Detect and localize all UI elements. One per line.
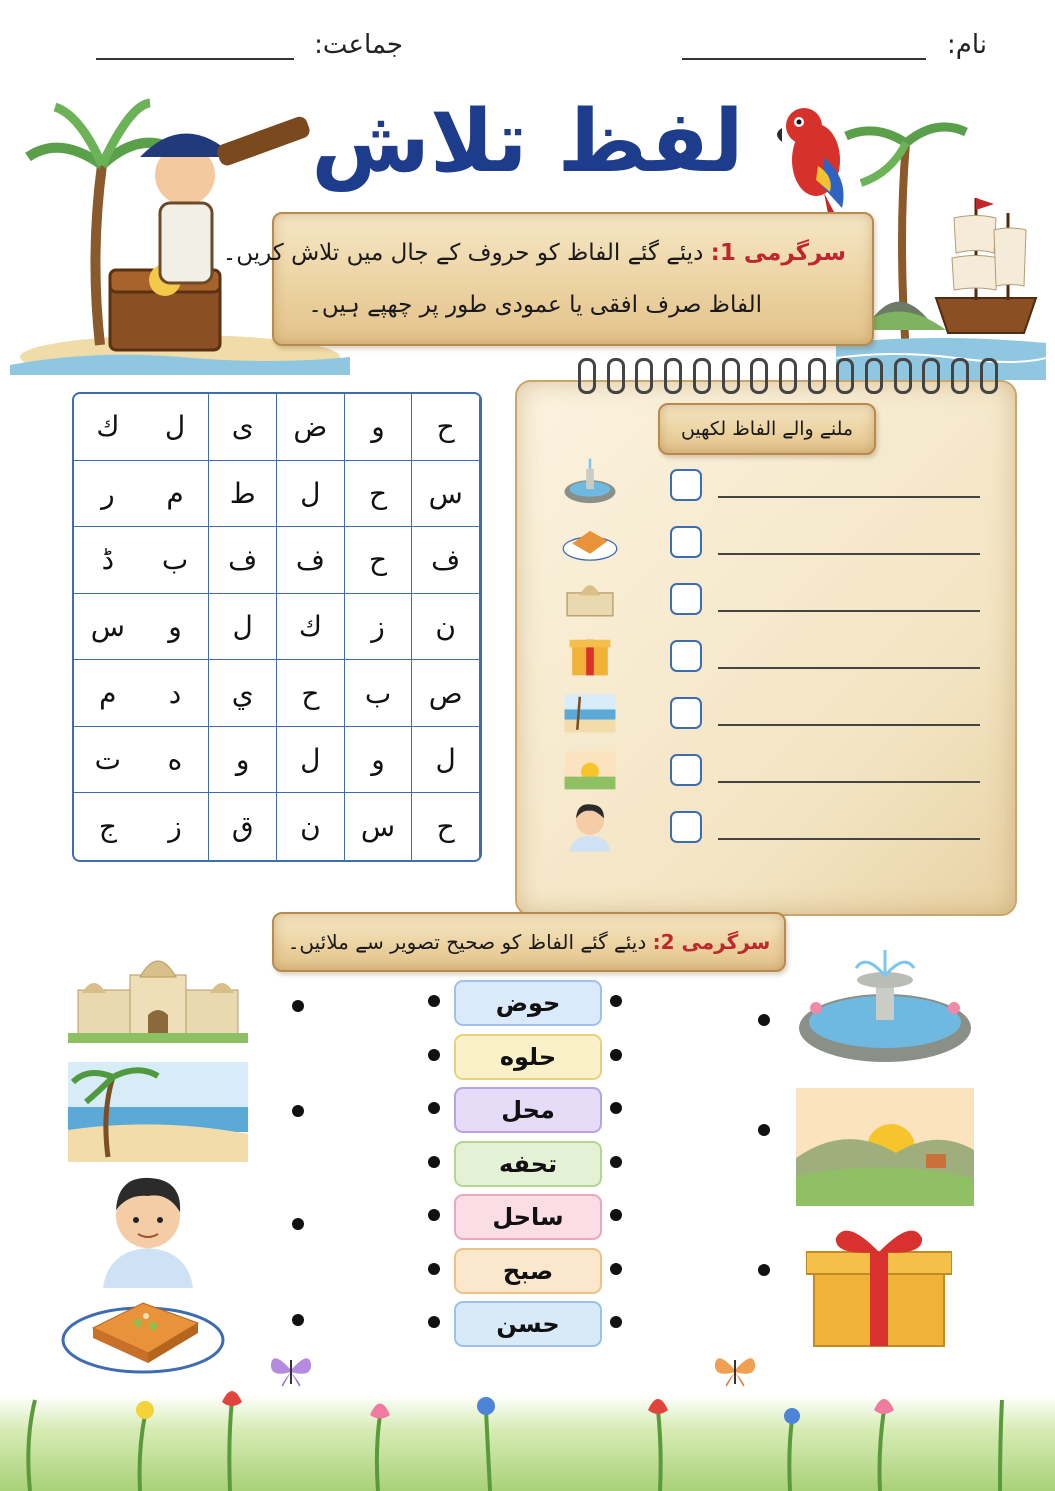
match-dot[interactable] [758,1264,770,1276]
grid-cell[interactable]: ح [412,394,480,461]
grid-cell[interactable]: ت [74,727,142,794]
grid-cell[interactable]: م [74,660,142,727]
match-word[interactable]: محل [454,1087,602,1133]
match-word[interactable]: حوض [454,980,602,1026]
answer-checkbox[interactable] [670,583,702,615]
grid-cell[interactable]: ف [277,527,345,594]
grid-cell[interactable]: ك [277,594,345,661]
sunrise-icon [560,741,620,797]
match-dot[interactable] [610,1102,622,1114]
grid-cell[interactable]: ل [277,727,345,794]
beach-icon [68,1062,248,1162]
match-dot[interactable] [610,1156,622,1168]
answer-checkbox[interactable] [670,811,702,843]
grid-cell[interactable]: ڈ [74,527,142,594]
answer-line[interactable] [718,781,980,783]
activity2-instructions [272,912,786,972]
match-dot[interactable] [292,1218,304,1230]
grid-cell[interactable]: و [209,727,277,794]
grid-cell[interactable]: ه [142,727,210,794]
grid-cell[interactable]: ن [277,793,345,860]
grid-cell[interactable]: د [142,660,210,727]
grid-cell[interactable]: ح [277,660,345,727]
match-dot[interactable] [292,1314,304,1326]
grid-cell[interactable]: ل [142,394,210,461]
page-title: لفظ تلاش [311,92,744,192]
gift-icon [806,1218,952,1348]
grid-cell[interactable]: ر [74,461,142,528]
match-dot[interactable] [292,1105,304,1117]
grid-cell[interactable]: ف [412,527,480,594]
grid-cell[interactable]: ن [412,594,480,661]
grid-cell[interactable]: ز [345,594,413,661]
grid-cell[interactable]: ض [277,394,345,461]
grid-cell[interactable]: ص [412,660,480,727]
match-dot[interactable] [610,1316,622,1328]
grid-cell[interactable]: س [412,461,480,528]
grid-cell[interactable]: ی [209,394,277,461]
answer-checkbox[interactable] [670,526,702,558]
grid-cell[interactable]: ي [209,660,277,727]
answer-line[interactable] [718,838,980,840]
match-dot[interactable] [428,1156,440,1168]
match-dot[interactable] [428,1102,440,1114]
halwa-icon [560,513,620,569]
sunrise-icon [796,1088,974,1206]
activity2-text: دیئے گئے الفاظ کو صحیح تصویر سے ملائیں۔ [287,930,647,954]
match-dot[interactable] [428,1049,440,1061]
answer-line[interactable] [718,724,980,726]
match-dot[interactable] [292,1000,304,1012]
fountain-icon [796,948,974,1068]
match-word[interactable]: ساحل [454,1194,602,1240]
match-word[interactable]: تحفه [454,1141,602,1187]
activity1-line1: دیئے گئے الفاظ کو حروف کے جال میں تلاش کریں۔ [222,240,704,266]
notebook-heading: ملنے والے الفاظ لکھیں [658,403,876,455]
grid-cell[interactable]: ب [345,660,413,727]
grid-cell[interactable]: س [74,594,142,661]
flowers-border [0,1370,1055,1491]
activity1-label: سرگرمی 1: [710,240,846,266]
grid-cell[interactable]: س [345,793,413,860]
grid-cell[interactable]: ب [142,527,210,594]
fountain-icon [560,456,620,512]
grid-cell[interactable]: و [142,594,210,661]
name-field[interactable] [682,58,926,60]
beach-icon [560,684,620,740]
class-field[interactable] [96,58,294,60]
answer-line[interactable] [718,667,980,669]
match-word[interactable]: حسن [454,1301,602,1347]
match-dot[interactable] [610,995,622,1007]
grid-cell[interactable]: ل [412,727,480,794]
grid-cell[interactable]: و [345,394,413,461]
grid-cell[interactable]: و [345,727,413,794]
activity1-instructions [222,212,874,346]
activity1-line2: الفاظ صرف افقی یا عمودی طور پر چھپے ہیں۔ [308,292,762,318]
palace-icon [68,945,248,1045]
answer-checkbox[interactable] [670,640,702,672]
match-dot[interactable] [610,1209,622,1221]
match-dot[interactable] [758,1014,770,1026]
gift-icon [560,627,620,683]
grid-cell[interactable]: ح [412,793,480,860]
grid-cell[interactable]: ف [209,527,277,594]
answer-line[interactable] [718,610,980,612]
grid-cell[interactable]: ل [209,594,277,661]
match-dot[interactable] [428,1263,440,1275]
grid-cell[interactable]: ز [142,793,210,860]
match-dot[interactable] [428,1209,440,1221]
palace-icon [560,570,620,626]
answer-checkbox[interactable] [670,697,702,729]
match-dot[interactable] [758,1124,770,1136]
notebook-rings [578,358,998,402]
grid-cell[interactable]: ط [209,461,277,528]
match-word[interactable]: صبح [454,1248,602,1294]
halwa-icon [58,1268,228,1378]
boy-icon [560,798,620,854]
grid-cell[interactable]: ح [345,461,413,528]
grid-cell[interactable]: م [142,461,210,528]
letter-grid [72,392,482,862]
answer-checkbox[interactable] [670,469,702,501]
match-word[interactable]: حلوه [454,1034,602,1080]
grid-cell[interactable]: ك [74,394,142,461]
grid-cell[interactable]: ج [98,810,117,844]
grid-cell[interactable]: ل [277,461,345,528]
activity2-label: سرگرمی 2: [652,930,771,954]
answer-line[interactable] [718,553,980,555]
answer-checkbox[interactable] [670,754,702,786]
match-dot[interactable] [610,1049,622,1061]
name-label: نام: [946,30,987,60]
match-dot[interactable] [428,1316,440,1328]
match-dot[interactable] [428,995,440,1007]
answer-line[interactable] [718,496,980,498]
grid-cell[interactable]: ح [345,527,413,594]
class-label: جماعت: [314,30,403,60]
grid-cell[interactable]: ق [209,793,277,860]
match-dot[interactable] [610,1263,622,1275]
